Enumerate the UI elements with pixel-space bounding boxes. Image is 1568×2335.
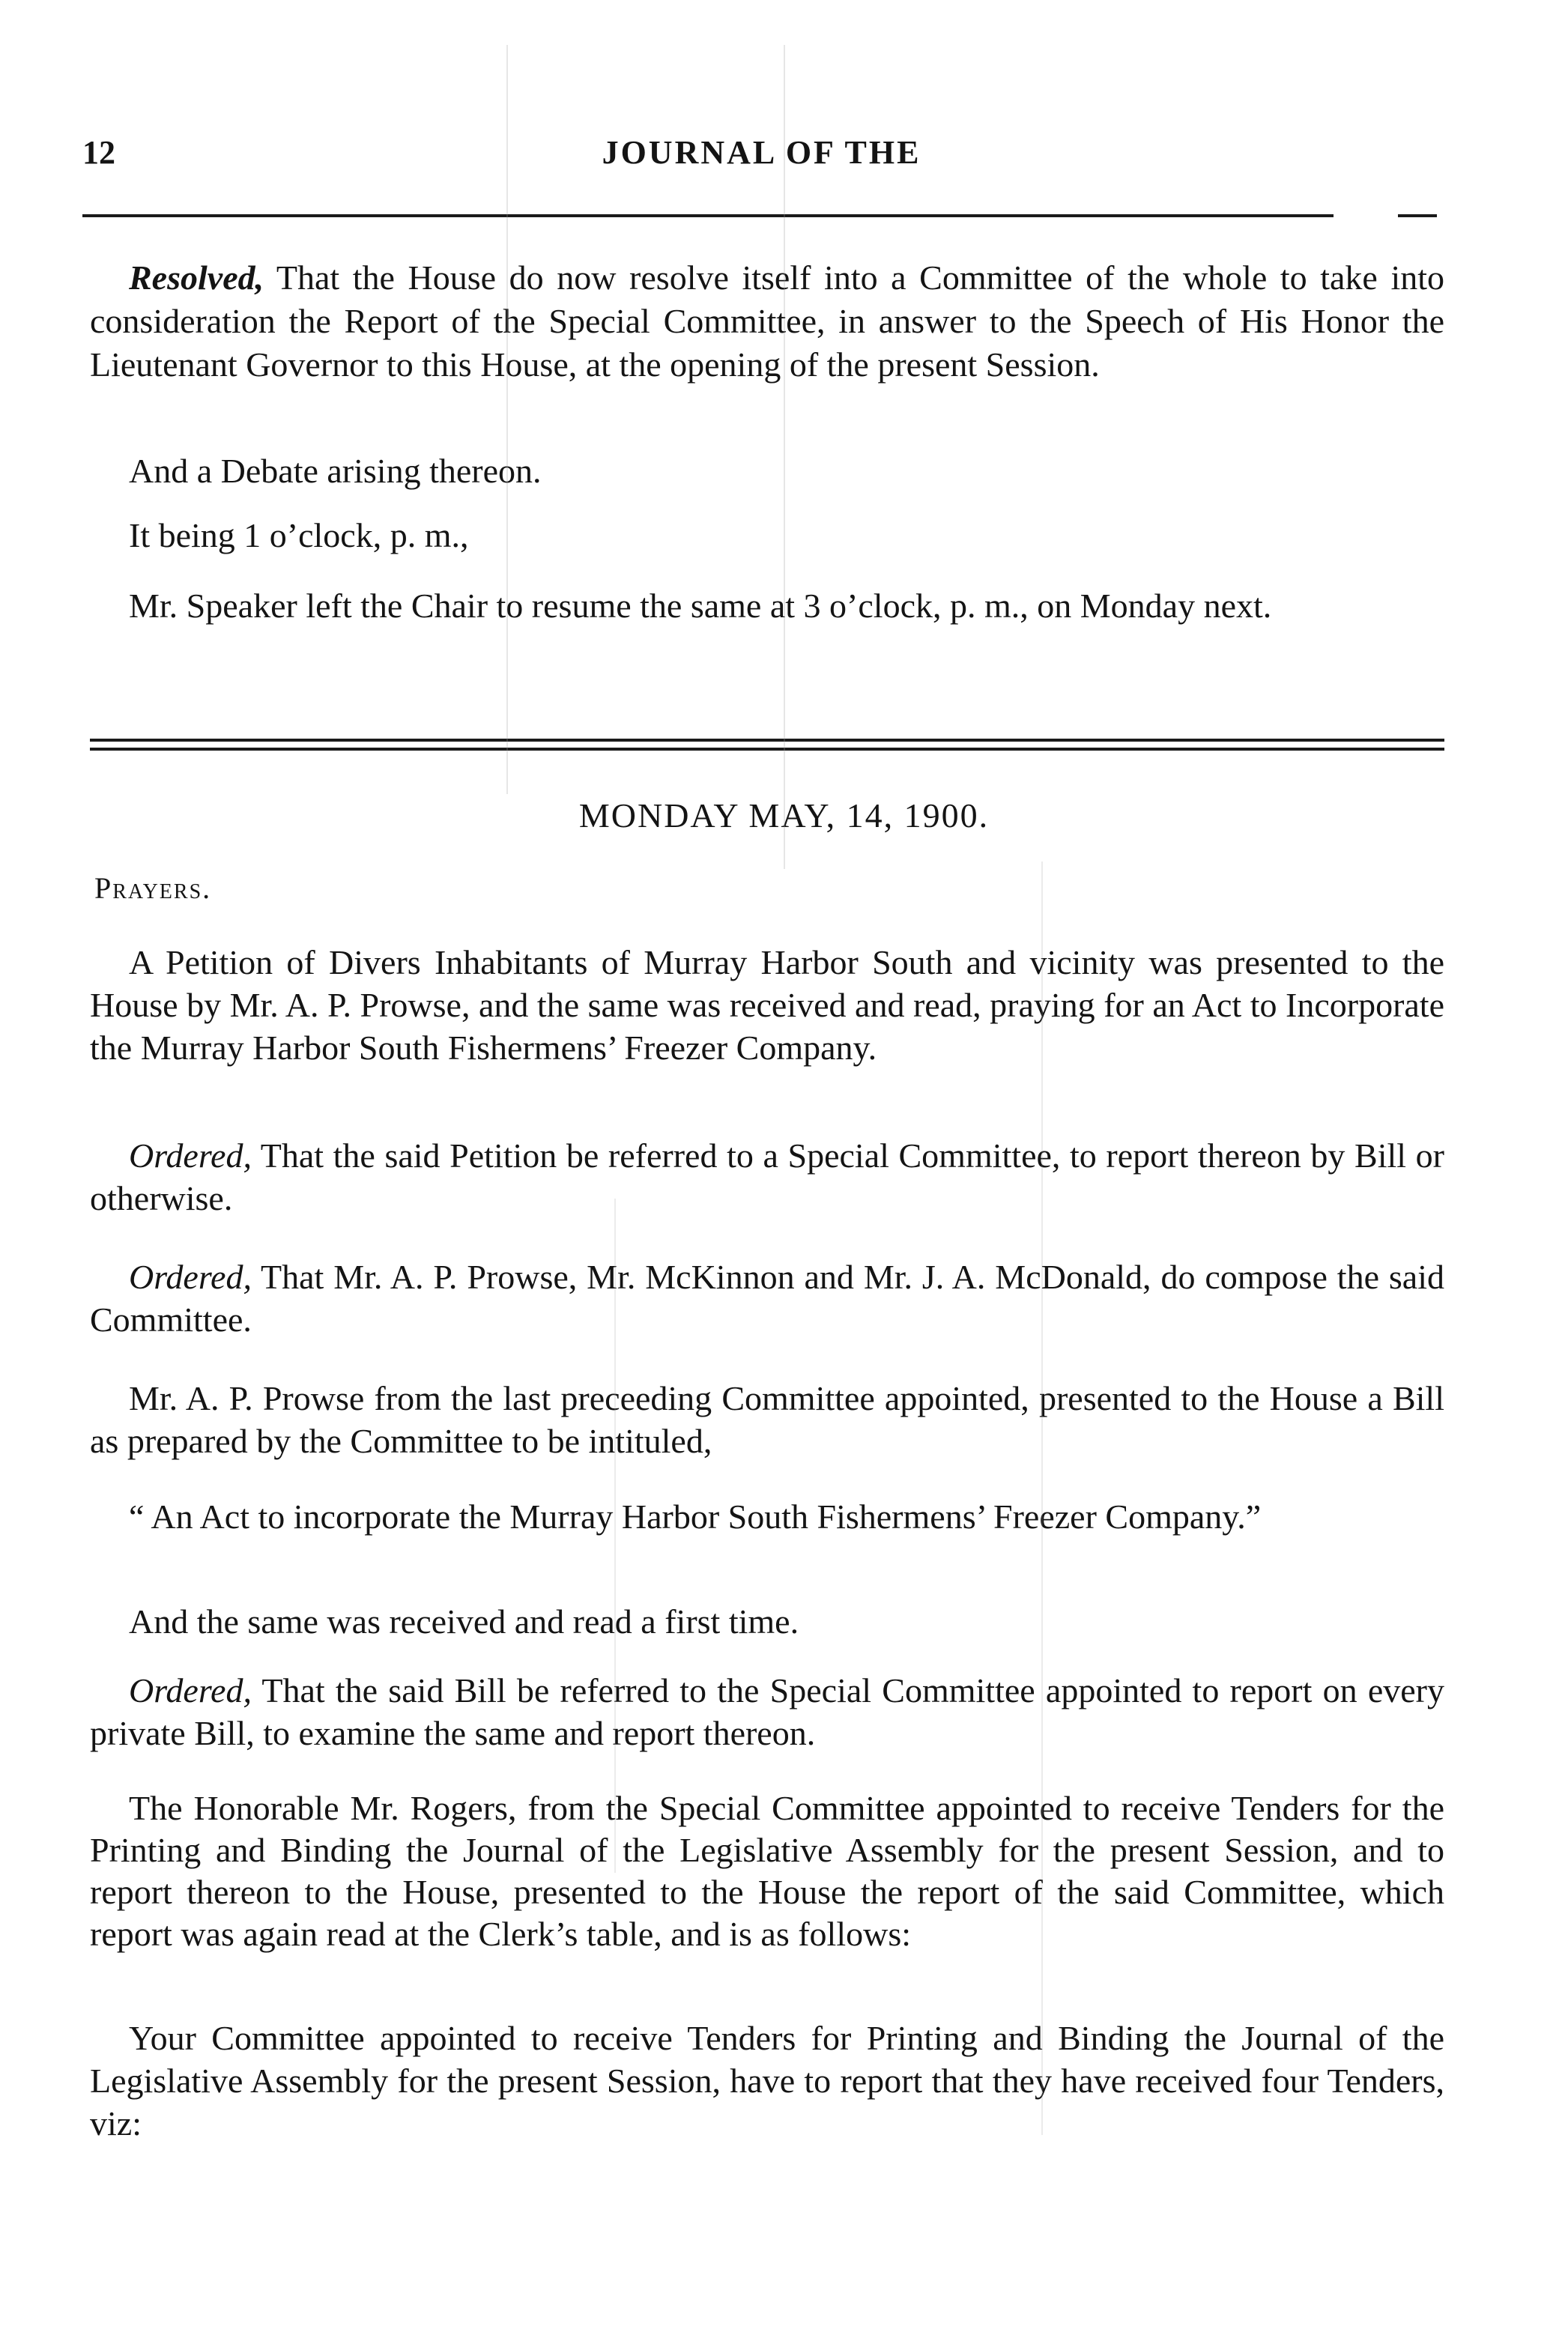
header-rule (82, 214, 1334, 217)
act-title-paragraph (90, 1495, 1444, 1538)
committee-text: Your Committee appointed to receive Tenders for Printing and Binding the Journal of the Legislative Assembly for the present Session, have to report that they have received four Tenders, viz: (90, 2019, 1444, 2142)
resolved-lead: Resolved, (129, 258, 264, 297)
section-rule-top (90, 739, 1444, 742)
ordered-text-3: That the said Bill be referred to the Special Committee appointed to report on every private Bill, to examine the same and report thereon. (90, 1671, 1444, 1752)
ordered-paragraph-1 (90, 1134, 1444, 1220)
debate-text: And a Debate arising thereon. (129, 452, 542, 490)
page-header (82, 133, 1441, 186)
ordered-text-2: That Mr. A. P. Prowse, Mr. McKinnon and Mr. J. A. McDonald, do compose the said Committee. (90, 1258, 1444, 1339)
ordered-paragraph-2 (90, 1256, 1444, 1341)
page-number: 12 (82, 134, 115, 171)
first-time-text: And the same was received and read a first time. (129, 1602, 799, 1641)
date-heading: MONDAY MAY, 14, 1900. (578, 796, 990, 835)
section-rule-bottom (90, 748, 1444, 751)
act-title-text: “ An Act to incorporate the Murray Harbor South Fishermens’ Freezer Company.” (129, 1497, 1262, 1536)
scan-crease-line-2 (784, 45, 785, 869)
debate-line (90, 449, 1444, 492)
committee-paragraph (90, 2017, 1444, 2145)
ordered-lead-1: Ordered, (129, 1136, 252, 1175)
prowse-text: Mr. A. P. Prowse from the last preceeding Committee appointed, presented to the House a Bill as prepared by the Committee to be intituled, (90, 1379, 1444, 1460)
scan-crease-line-3 (614, 1199, 616, 1873)
ordered-lead-3: Ordered, (129, 1671, 252, 1709)
time-text: It being 1 o’clock, p. m., (129, 516, 469, 554)
prowse-paragraph (90, 1377, 1444, 1462)
scan-crease-line-4 (1041, 861, 1043, 2135)
prayers-heading: Prayers. (94, 871, 212, 905)
rogers-text: The Honorable Mr. Rogers, from the Special Committee appointed to receive Tenders for the Printing and Binding the Journal of the Legislative Assembly for the present Session, and to report thereon to the House, presented to the House the report of the said Committee, which report was again read at the Clerk’s table, and is as follows: (90, 1789, 1444, 1953)
rogers-paragraph (90, 1787, 1444, 1955)
first-time-line (90, 1600, 1444, 1643)
ordered-paragraph-3 (90, 1669, 1444, 1754)
header-rule-short (1398, 214, 1437, 217)
scan-crease-line (506, 45, 508, 794)
ordered-text-1: That the said Petition be referred to a Special Committee, to report thereon by Bill or otherwise. (90, 1136, 1444, 1217)
speaker-text: Mr. Speaker left the Chair to resume the same at 3 o’clock, p. m., on Monday next. (129, 587, 1272, 625)
resolved-paragraph (90, 256, 1444, 387)
resolved-text: That the House do now resolve itself into a Committee of the whole to take into consideration the Report of the Special Committee, in answer to the Speech of His Honor the Lieutenant Governor to this House, at the opening of the present Session. (90, 258, 1444, 384)
petition-text: A Petition of Divers Inhabitants of Murray Harbor South and vicinity was presented to the House by Mr. A. P. Prowse, and the same was received and read, praying for an Act to Incorporate the Murray Harbor South Fishermens’ Freezer Company. (90, 943, 1444, 1067)
ordered-lead-2: Ordered, (129, 1258, 252, 1296)
petition-paragraph (90, 941, 1444, 1069)
running-title: JOURNAL OF THE (602, 134, 921, 171)
speaker-paragraph (90, 584, 1444, 627)
time-line (90, 514, 1444, 557)
